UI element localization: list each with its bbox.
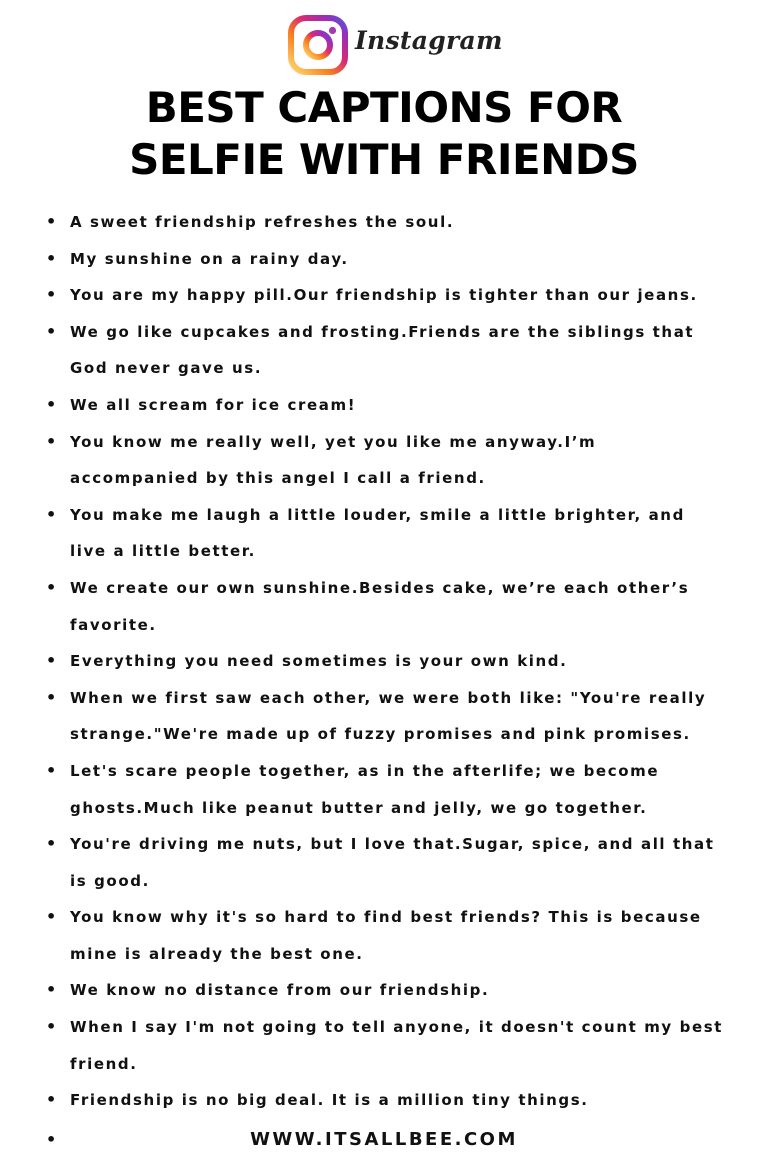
bullet-icon: • [46, 285, 57, 305]
bullet-icon: • [46, 980, 57, 1000]
bullet-icon: • [46, 907, 57, 927]
bullet-icon: • [46, 1017, 57, 1037]
instagram-logo [0, 14, 768, 78]
list-item [0, 570, 768, 643]
list-item [0, 972, 768, 1009]
list-item [0, 1009, 768, 1082]
list-item [0, 314, 768, 387]
list-item [0, 387, 768, 424]
list-item [0, 241, 768, 278]
bullet-icon: • [46, 577, 57, 597]
caption-text: You are my happy pill.Our friendship is tighter than our jeans. [70, 286, 698, 305]
list-item [0, 277, 768, 314]
caption-text: You know why it's so hard to find best friends? This is because mine is already the best one. [70, 908, 702, 963]
list-item [0, 497, 768, 570]
caption-text: We go like cupcakes and frosting.Friends are the siblings that God never gave us. [70, 322, 695, 378]
caption-text: You know me really well, yet you like me anyway.I’m accompanied by this angel I call a friend. [70, 432, 597, 488]
bullet-icon: • [46, 760, 57, 780]
brand-wordmark: Instagram [355, 26, 503, 55]
instagram-icon [287, 14, 349, 76]
page-title [0, 82, 768, 186]
list-item [0, 826, 768, 899]
caption-text: You're driving me nuts, but I love that.Sugar, spice, and all that is good. [70, 835, 715, 890]
caption-text: A sweet friendship refreshes the soul. [70, 213, 455, 231]
bullet-icon: • [46, 504, 57, 524]
list-item [0, 899, 768, 972]
caption-text: My sunshine on a rainy day. [70, 249, 349, 268]
list-item [0, 680, 768, 753]
caption-text: Let's scare people together, as in the afterlife; we become ghosts.Much like peanut butter and jelly, we go together. [70, 761, 660, 817]
caption-text: When I say I'm not going to tell anyone, it doesn't count my best friend. [70, 1018, 724, 1073]
caption-text: You make me laugh a little louder, smile a little brighter, and live a little better. [70, 505, 685, 561]
caption-text: Friendship is no big deal. It is a million tiny things. [70, 1091, 589, 1110]
caption-text: When we first saw each other, we were both like: "You're really strange."We're made up of fuzzy promises and pink promises. [70, 688, 707, 744]
list-item [0, 753, 768, 826]
list-item [0, 1082, 768, 1119]
bullet-icon: • [46, 321, 57, 341]
caption-text: Everything you need sometimes is your own kind. [70, 652, 568, 671]
bullet-icon: • [46, 212, 57, 231]
footer [0, 1122, 768, 1158]
caption-text: We create our own sunshine.Besides cake, we’re each other’s favorite. [70, 578, 690, 634]
caption-text: We know no distance from our friendship. [70, 981, 490, 1000]
list-item [0, 424, 768, 497]
list-item [0, 204, 768, 241]
bullet-icon: • [46, 1090, 57, 1110]
caption-text: We all scream for ice cream! [70, 395, 357, 414]
bullet-icon: • [46, 651, 57, 671]
bullet-icon: • [46, 834, 57, 854]
bullet-icon: • [46, 1130, 57, 1149]
title-line-1: BEST CAPTIONS FOR [145, 83, 623, 132]
bullet-icon: • [46, 687, 57, 707]
caption-list [0, 204, 768, 1119]
bullet-icon: • [46, 248, 57, 268]
website-url: WWW.ITSALLBEE.COM [250, 1129, 518, 1150]
bullet-icon: • [46, 431, 57, 451]
list-item [0, 643, 768, 680]
bullet-icon: • [46, 394, 57, 414]
title-line-2: SELFIE WITH FRIENDS [129, 135, 639, 184]
